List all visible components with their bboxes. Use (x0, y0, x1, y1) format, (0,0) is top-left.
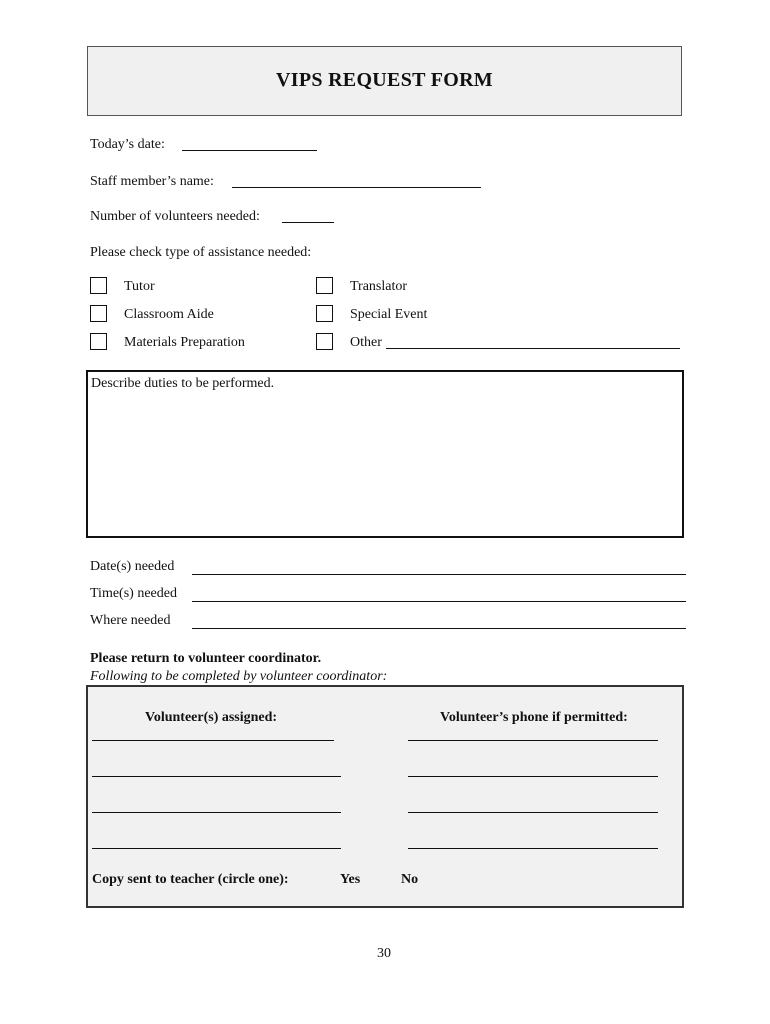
volunteer-assigned-line[interactable] (92, 812, 341, 813)
special-event-label: Special Event (350, 307, 428, 322)
volunteer-phone-line[interactable] (408, 776, 658, 777)
volunteer-phone-line[interactable] (408, 848, 658, 849)
volunteer-phone-header: Volunteer’s phone if permitted: (440, 710, 628, 725)
staff-name-field[interactable] (232, 187, 481, 188)
todays-date-label: Today’s date: (90, 137, 165, 152)
volunteer-phone-line[interactable] (408, 740, 658, 741)
describe-duties-box[interactable] (86, 370, 684, 538)
volunteers-needed-label: Number of volunteers needed: (90, 209, 260, 224)
page-number: 30 (377, 946, 391, 961)
classroom-aide-checkbox[interactable] (90, 305, 107, 322)
other-field[interactable] (386, 348, 680, 349)
volunteers-assigned-header: Volunteer(s) assigned: (145, 710, 278, 725)
describe-duties-label: Describe duties to be performed. (91, 376, 275, 391)
tutor-label: Tutor (124, 279, 155, 294)
where-needed-label: Where needed (90, 613, 171, 628)
where-needed-field[interactable] (192, 628, 686, 629)
volunteer-phone-line[interactable] (408, 812, 658, 813)
volunteer-assigned-line[interactable] (92, 848, 341, 849)
form-title: VIPS REQUEST FORM (276, 69, 493, 91)
coordinator-note: Following to be completed by volunteer coordinator: (90, 669, 388, 684)
translator-label: Translator (350, 279, 408, 294)
check-type-label: Please check type of assistance needed: (90, 245, 312, 260)
times-needed-label: Time(s) needed (90, 586, 177, 601)
tutor-checkbox[interactable] (90, 277, 107, 294)
no-option[interactable]: No (401, 872, 419, 887)
special-event-checkbox[interactable] (316, 305, 333, 322)
other-label: Other (350, 335, 382, 350)
copy-sent-label: Copy sent to teacher (circle one): (92, 872, 289, 887)
dates-needed-label: Date(s) needed (90, 559, 175, 574)
volunteer-assigned-line[interactable] (92, 740, 334, 741)
yes-option[interactable]: Yes (340, 872, 361, 887)
return-note: Please return to volunteer coordinator. (90, 651, 322, 666)
materials-preparation-checkbox[interactable] (90, 333, 107, 350)
dates-needed-field[interactable] (192, 574, 686, 575)
volunteer-assigned-line[interactable] (92, 776, 341, 777)
staff-name-label: Staff member’s name: (90, 174, 214, 189)
materials-preparation-label: Materials Preparation (124, 335, 245, 350)
translator-checkbox[interactable] (316, 277, 333, 294)
todays-date-field[interactable] (182, 150, 317, 151)
volunteers-needed-field[interactable] (282, 222, 334, 223)
coordinator-section-box (86, 685, 684, 908)
times-needed-field[interactable] (192, 601, 686, 602)
classroom-aide-label: Classroom Aide (124, 307, 214, 322)
other-checkbox[interactable] (316, 333, 333, 350)
form-title-box (87, 46, 682, 116)
